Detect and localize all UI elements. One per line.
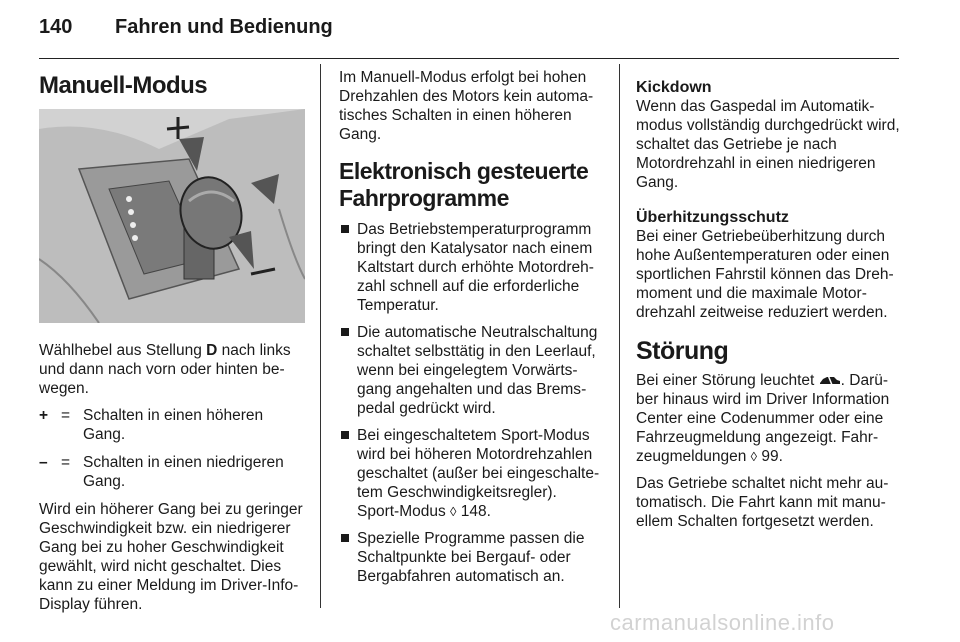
list-item: Bei eingeschaltetem Sport-Modus wird bei höheren Motordrehzahlen geschaltet (außer bei eingeschaltetem Geschwindigkeitsregler). Sport-Modus ◊ 148. (339, 426, 604, 521)
column-3 (636, 68, 902, 539)
body-paragraph: Bei einer Störung leuchtet . Darüber hinaus wird im Driver Information Center eine Codenummer oder eine Fahrzeugmeldung angezeigt. Fahrzeugmeldungen ◊ 99. (636, 372, 890, 465)
minus-icon: – (39, 454, 48, 471)
legend-row-upshift: + = Schalten in einen höheren Gang. (39, 406, 305, 444)
column-divider-1 (320, 64, 321, 608)
body-paragraph: Wenn das Gaspedal im Automatikmodus vollständig durchgedrückt wird, schaltet das Getriebe je nach Motordrehzahl in einen niedrigeren Gang. (636, 98, 900, 191)
selector-caption: Wählhebel aus Stellung D nach links und dann nach vorn oder hinten bewegen. (39, 342, 291, 397)
column-2 (339, 68, 604, 594)
column-1 (39, 68, 305, 622)
column-divider-2 (619, 64, 620, 608)
legend-text: Schalten in einen niedrigeren Gang. (83, 454, 284, 490)
programs-heading: Elektronisch gesteuerte Fahrprogramme (339, 158, 589, 211)
header-rule (39, 58, 899, 59)
legend-row-downshift: – = Schalten in einen niedrigeren Gang. (39, 453, 305, 491)
body-paragraph: Im Manuell-Modus erfolgt bei hohen Drehzahlen des Motors kein automatisches Schalten in einen höheren Gang. (339, 69, 594, 143)
page-ref-icon: ◊ (750, 449, 758, 464)
gear-lever-illustration (39, 109, 305, 323)
list-item: Das Betriebstemperaturprogramm bringt den Katalysator nach einem Kaltstart durch erhöhte Motordrehzahl schnell auf die erforderliche Temperatur. (339, 220, 604, 315)
body-paragraph: Wird ein höherer Gang bei zu geringer Geschwindigkeit bzw. ein niedrigerer Gang bei zu hoher Geschwindigkeit gewählt, wird nicht geschaltet. Dies kann zu einer Meldung im Driver-Info-Display führen. (39, 501, 303, 613)
page-number: 140 (39, 16, 73, 38)
list-item: Spezielle Programme passen die Schaltpunkte bei Bergauf- oder Bergabfahren automatisch an. (339, 529, 604, 586)
page-ref-icon: ◊ (450, 504, 457, 519)
body-paragraph: Das Getriebe schaltet nicht mehr automatisch. Die Fahrt kann mit manuellem Schalten fortgesetzt werden. (636, 475, 889, 530)
watermark: carmanualsonline.info (610, 610, 835, 635)
fault-heading: Störung (636, 337, 729, 365)
legend-text: Schalten in einen höheren Gang. (83, 407, 264, 443)
list-item: Die automatische Neutralschaltung schaltet selbsttätig in den Leerlauf, wenn bei eingelegtem Vorwärtsgang angehalten und das Bremspedal gedrückt wird. (339, 323, 604, 418)
car-warning-icon (819, 374, 841, 386)
overheat-heading: Überhitzungsschutz (636, 209, 789, 226)
manual-mode-heading: Manuell-Modus (39, 72, 208, 99)
section-title: Fahren und Bedienung (115, 16, 333, 38)
body-paragraph: Bei einer Getriebeüberhitzung durch hohe Außentemperaturen oder einen sportlichen Fahrstil können das Drehmoment und die maximale Motordrehzahl zeitweise reduziert werden. (636, 228, 894, 321)
gear-lever-drawing (39, 109, 305, 323)
plus-icon: + (39, 407, 49, 424)
programs-list (339, 220, 604, 586)
page-header (39, 16, 333, 39)
kickdown-heading: Kickdown (636, 79, 712, 96)
